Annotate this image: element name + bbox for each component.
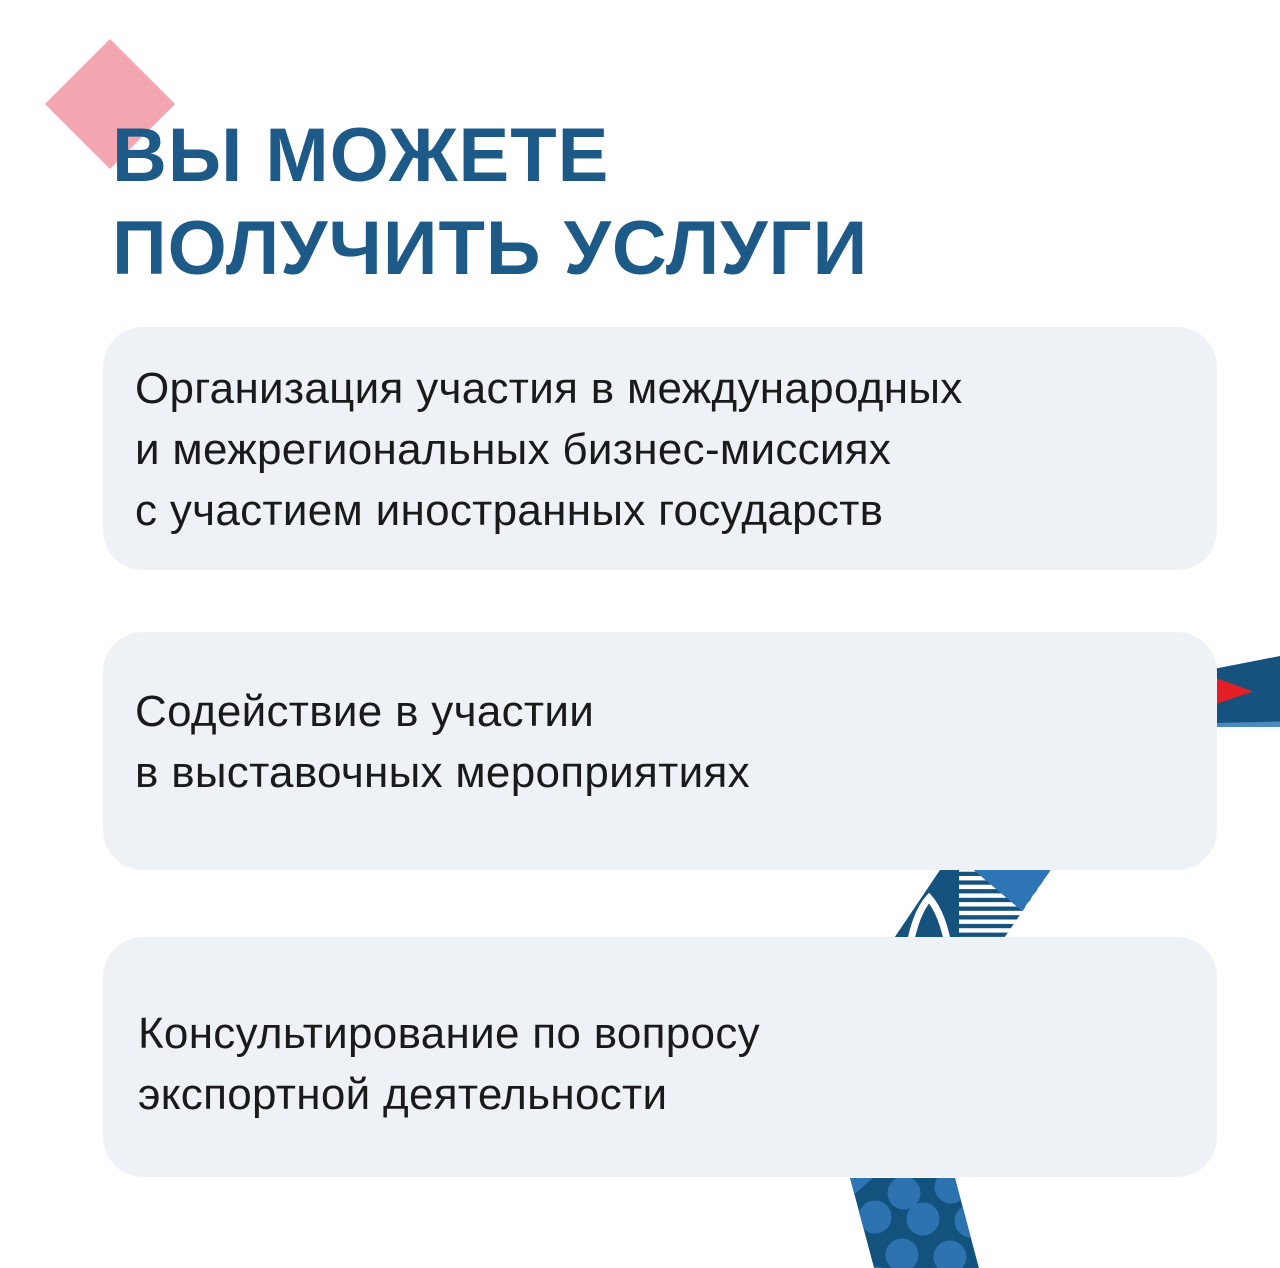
title-line-1: ВЫ МОЖЕТЕ bbox=[112, 113, 610, 198]
card-text-line: Содействие в участии bbox=[135, 687, 595, 736]
card-text-line: с участием иностранных государств bbox=[135, 486, 884, 535]
service-card-consulting bbox=[103, 937, 1217, 1177]
card-text-line: в выставочных мероприятиях bbox=[135, 748, 750, 797]
card-text-line: Организация участия в международных bbox=[135, 364, 963, 413]
service-card-business-missions bbox=[103, 327, 1217, 570]
dotted-band-decoration bbox=[850, 1171, 988, 1268]
service-card-exhibitions bbox=[103, 632, 1217, 870]
card-text-line: Консультирование по вопросу bbox=[138, 1009, 760, 1058]
page-title bbox=[112, 109, 868, 295]
title-line-2: ПОЛУЧИТЬ УСЛУГИ bbox=[112, 206, 869, 291]
card-text-line: и межрегиональных бизнес-миссиях bbox=[135, 425, 892, 474]
card-text-line: экспортной деятельности bbox=[138, 1070, 668, 1119]
flag-ribbon-decoration bbox=[1216, 656, 1280, 727]
